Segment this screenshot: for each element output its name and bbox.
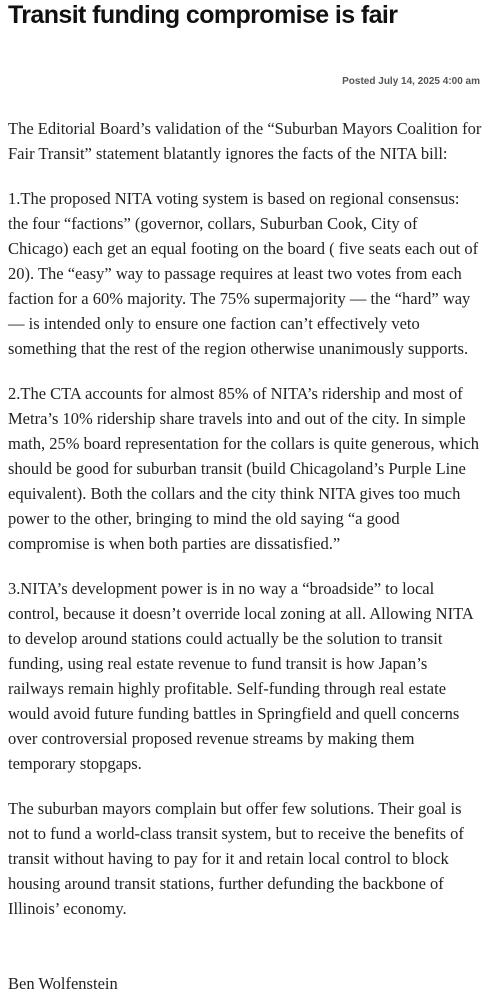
article-body	[8, 116, 482, 941]
article-headline: Transit funding compromise is fair	[8, 1, 398, 29]
article-paragraph-point-3: 3.NITA’s development power is in no way a “broadside” to local control, because it doesn’t override local zoning at all. Allowing NITA to develop around stations could actually be the solution to transit funding, using real estate revenue to fund transit is how Japan’s railways remain highly profitable. Self-funding through real estate would avoid future funding battles in Springfield and quell concerns over controversial proposed revenue streams by making them temporary stopgaps.	[8, 579, 473, 773]
article-paragraph-intro: The Editorial Board’s validation of the “Suburban Mayors Coalition for Fair Transit” statement blatantly ignores the facts of the NITA bill:	[8, 119, 482, 163]
posted-timestamp: Posted July 14, 2025 4:00 am	[342, 76, 480, 87]
author-signature: Ben Wolfenstein	[8, 974, 118, 993]
article-paragraph-conclusion: The suburban mayors complain but offer few solutions. Their goal is not to fund a world-class transit system, but to receive the benefits of transit without having to pay for it and retain local control to block housing around transit stations, further defunding the backbone of Illinois’ economy.	[8, 799, 464, 918]
article-paragraph-point-1: 1.The proposed NITA voting system is based on regional consensus: the four “factions” (governor, collars, Suburban Cook, City of Chicago) each get an equal footing on the board ( five seats each out of 20). The “easy” way to passage requires at least two votes from each faction for a 60% majority. The 75% supermajority — the “hard” way — is intended only to ensure one faction can’t effectively veto something that the rest of the region otherwise unanimously supports.	[8, 189, 479, 358]
article-paragraph-point-2: 2.The CTA accounts for almost 85% of NITA’s ridership and most of Metra’s 10% ridership share travels into and out of the city. In simple math, 25% board representation for the collars is quite generous, which should be good for suburban transit (build Chicagoland’s Purple Line equivalent). Both the collars and the city think NITA gives too much power to the other, bringing to mind the old saying “a good compromise is when both parties are dissatisfied.”	[8, 384, 480, 553]
